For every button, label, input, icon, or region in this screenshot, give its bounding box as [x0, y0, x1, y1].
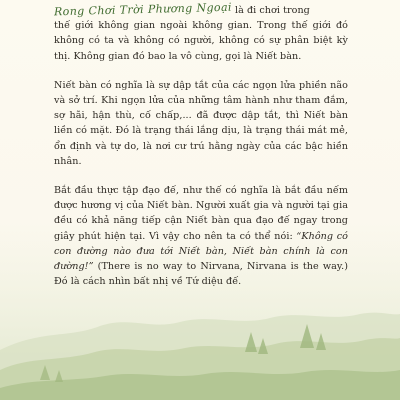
script-title: Rong Chơi Trời Phương Ngoại	[53, 0, 233, 19]
paragraph-3-quote: “Không có con đường nào đưa tới Niết bàn, Niết bàn chính là con đường!”	[54, 230, 348, 273]
first-line	[53, 0, 310, 19]
paragraph-3-body-end: (There is no way to Nirvana, Nirvana is the way.) Đó là cách nhìn bất nhị về Tứ diệu đế.	[54, 261, 348, 288]
text-column	[54, 2, 348, 303]
paragraph-1-body: thế giới không gian ngoài không gian. Trong thế giới đó không có ta và không có người, không có sự phân biệt kỳ thị. Không gian đó bao la vô cùng, gọi là Niết bàn.	[54, 20, 348, 62]
paragraph-3	[54, 183, 348, 289]
paragraph-2-body: Niết bàn có nghĩa là sự dập tắt của các ngọn lửa phiền não và sở trí. Khi ngọn lửa của những tâm hành như tham đắm, sợ hãi, hận thù, cố chấp,... đã được dập tắt, thì Niết bàn liền có mặt. Đó là trạng thái lắng dịu, là trạng thái mát mẻ, ổn định và tự do, là nơi cư trú hằng ngày của các bậc hiền nhân.	[54, 79, 348, 167]
first-line-text: là đi chơi trong	[231, 5, 310, 16]
paragraph-2	[54, 78, 348, 169]
paragraph-3-body-start: Bắt đầu thực tập đạo đế, như thế có nghĩa là bắt đầu nếm được hương vị của Niết bàn. Người xuất gia và người tại gia đều có khả năng tiếp cận Niết bàn qua đạo đế ngay trong giây phút hiện tại. Vì vậy cho nên ta có thể nói:	[54, 185, 348, 242]
paragraph-1	[54, 2, 348, 64]
